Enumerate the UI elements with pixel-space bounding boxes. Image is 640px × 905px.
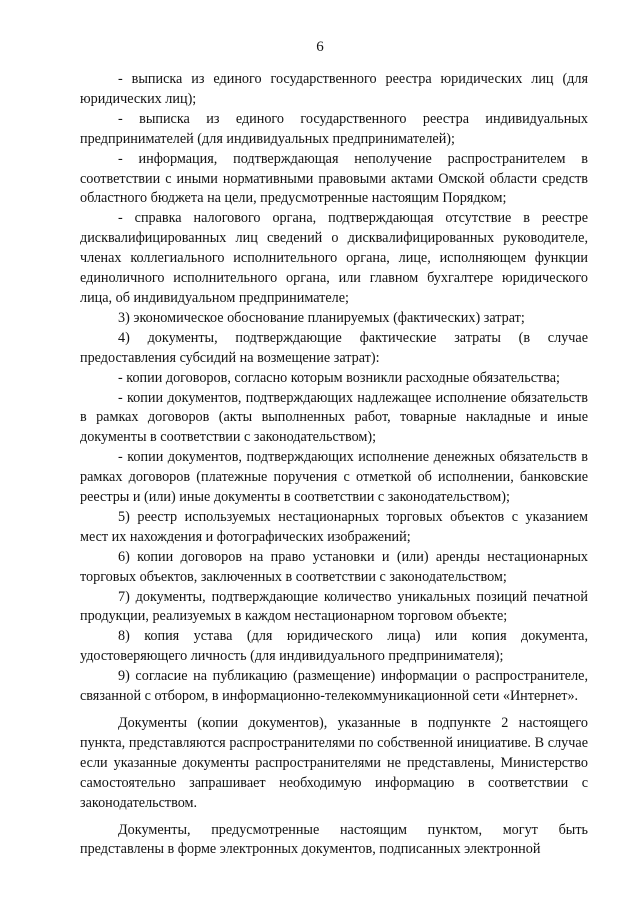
paragraph: 5) реестр используемых нестационарных торговых объектов с указанием мест их нахождения и фотографических изображений; — [80, 508, 588, 545]
paragraph: - копии документов, подтверждающих исполнение денежных обязательств в рамках договоров (платежные поручения с отметкой об исполнении, банковские реестры и (или) иные документы в соответствии с законодательством); — [80, 449, 588, 506]
paragraph: - копии договоров, согласно которым возникли расходные обязательства; — [118, 369, 560, 386]
paragraph: 7) документы, подтверждающие количество уникальных позиций печатной продукции, реализуемых в каждом нестационарном торговом объекте; — [80, 588, 588, 625]
document-body — [80, 70, 588, 860]
paragraph: Документы, предусмотренные настоящим пунктом, могут быть представлены в форме электронных документов, подписанных электронной — [80, 821, 588, 858]
paragraph: - выписка из единого государственного реестра юридических лиц (для юридических лиц); — [80, 71, 588, 107]
paragraph: Документы (копии документов), указанные в подпункте 2 настоящего пункта, представляются распространителями по собственной инициативе. В случае если указанные документы распространителями не представлены, Министерство самостоятельно запрашивает необходимую информацию в соответствии с законодательством. — [80, 715, 588, 811]
paragraph: - копии документов, подтверждающих надлежащее исполнение обязательств в рамках договоров (акты выполненных работ, товарные накладные и иные документы в соответствии с законодательством); — [80, 389, 588, 446]
paragraph: 8) копия устава (для юридического лица) или копия документа, удостоверяющего личность (для индивидуального предпринимателя); — [80, 628, 588, 665]
page-number: 6 — [316, 39, 324, 55]
paragraph: - справка налогового органа, подтверждающая отсутствие в реестре дисквалифицированных лиц сведений о дисквалифицированных руководителе, членах коллегиального исполнительного органа, лице, исполняющем функции единоличного исполнительного органа, или главном бухгалтере юридического лица, об индивидуальном предпринимателе; — [80, 210, 588, 306]
paragraph: 3) экономическое обоснование планируемых (фактических) затрат; — [118, 309, 525, 326]
paragraph: 4) документы, подтверждающие фактические затраты (в случае предоставления субсидий на возмещение затрат): — [80, 329, 588, 366]
paragraph: 9) согласие на публикацию (размещение) информации о распространителе, связанной с отбором, в информационно-телекоммуникационной сети «Интернет». — [80, 668, 588, 705]
paragraph: - выписка из единого государственного реестра индивидуальных предпринимателей (для индивидуальных предпринимателей); — [80, 110, 588, 147]
paragraph: 6) копии договоров на право установки и (или) аренды нестационарных торговых объектов, заключенных в соответствии с законодательством; — [80, 548, 588, 585]
paragraph: - информация, подтверждающая неполучение распространителем в соответствии с иными нормативными правовыми актами Омской области средств областного бюджета на цели, предусмотренные настоящим Порядком; — [80, 150, 588, 207]
